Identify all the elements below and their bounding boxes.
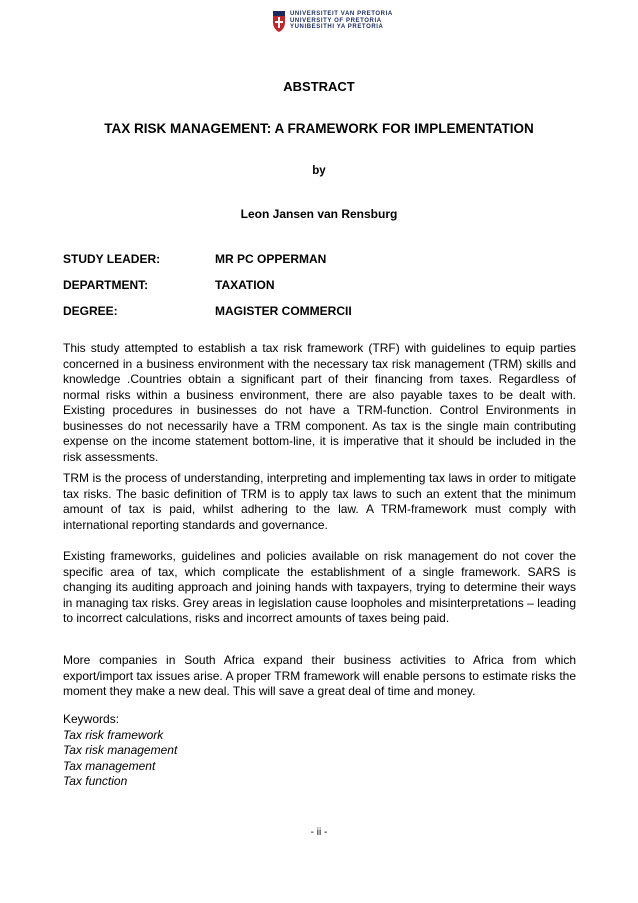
paragraph-text: Existing frameworks, guidelines and policies available on risk management do not cover the specific area of tax, which complicate the establishment of a single framework. SARS is changing its auditing approach and joining hands with taxpayers, trying to determine their ways in managing tax risks. Grey areas in legislation cause loopholes and misinterpretations – leading to incorrect calculations, risks and incorrect amounts of taxes being paid.: [63, 549, 576, 625]
logo-line-1: UNIVERSITEIT VAN PRETORIA: [290, 11, 393, 18]
paragraph-text: TRM is the process of understanding, interpreting and implementing tax laws in order to mitigate tax risks. The basic definition of TRM is to apply tax laws to such an extent that the minimum amount of tax is paid, whilst adhering to the law. A TRM-framework must comply with international reporting standards and governance.: [63, 471, 576, 532]
page-number: - ii -: [310, 827, 328, 838]
document-title: TAX RISK MANAGEMENT: A FRAMEWORK FOR IMPLEMENTATION: [104, 121, 534, 136]
keyword-item: Tax management: [63, 758, 156, 773]
department-label: DEPARTMENT:: [63, 278, 149, 292]
degree-value: MAGISTER COMMERCII: [215, 304, 352, 318]
abstract-paragraph-2: [63, 471, 576, 542]
study-leader-label: STUDY LEADER:: [63, 252, 161, 266]
by-line: by: [312, 165, 326, 177]
logo-line-3: YUNIBESITHI YA PRETORIA: [290, 24, 384, 31]
crest-icon: [272, 9, 286, 33]
university-logo: [272, 7, 393, 35]
keywords-section: [63, 712, 177, 790]
abstract-paragraph-4: [63, 653, 576, 709]
department-value: TAXATION: [215, 278, 275, 292]
logo-text: [290, 11, 393, 31]
section-heading: ABSTRACT: [283, 79, 355, 94]
degree-label: DEGREE:: [63, 304, 118, 318]
keyword-item: Tax risk management: [63, 743, 178, 757]
abstract-paragraph-3: [63, 549, 576, 636]
keyword-item: Tax risk framework: [63, 727, 164, 742]
abstract-paragraph-1: [63, 341, 576, 474]
keywords-label: Keywords:: [63, 712, 120, 726]
keyword-item: Tax function: [63, 774, 128, 788]
study-leader-value: MR PC OPPERMAN: [215, 252, 327, 266]
paragraph-text: This study attempted to establish a tax risk framework (TRF) with guidelines to equip parties concerned in a business environment with the necessary tax risk management (TRM) skills and knowledge .Countries obtain a significant part of their financing from taxes. Regardless of normal risks within a business environment, there are also payable taxes to be dealt with. Existing procedures in businesses do not have a TRM-function. Control Environments in businesses do not necessarily have a TRM component. As tax is the single main contributing expense on the income statement bottom-line, it is imperative that it should be included in the risk assessments.: [63, 341, 576, 464]
author-name: Leon Jansen van Rensburg: [240, 207, 398, 221]
logo-line-2: UNIVERSITY OF PRETORIA: [290, 17, 382, 24]
paragraph-text: More companies in South Africa expand their business activities to Africa from which export/import tax issues arise. A proper TRM framework will enable persons to estimate risks the moment they make a new deal. This will save a great deal of time and money.: [63, 653, 576, 698]
